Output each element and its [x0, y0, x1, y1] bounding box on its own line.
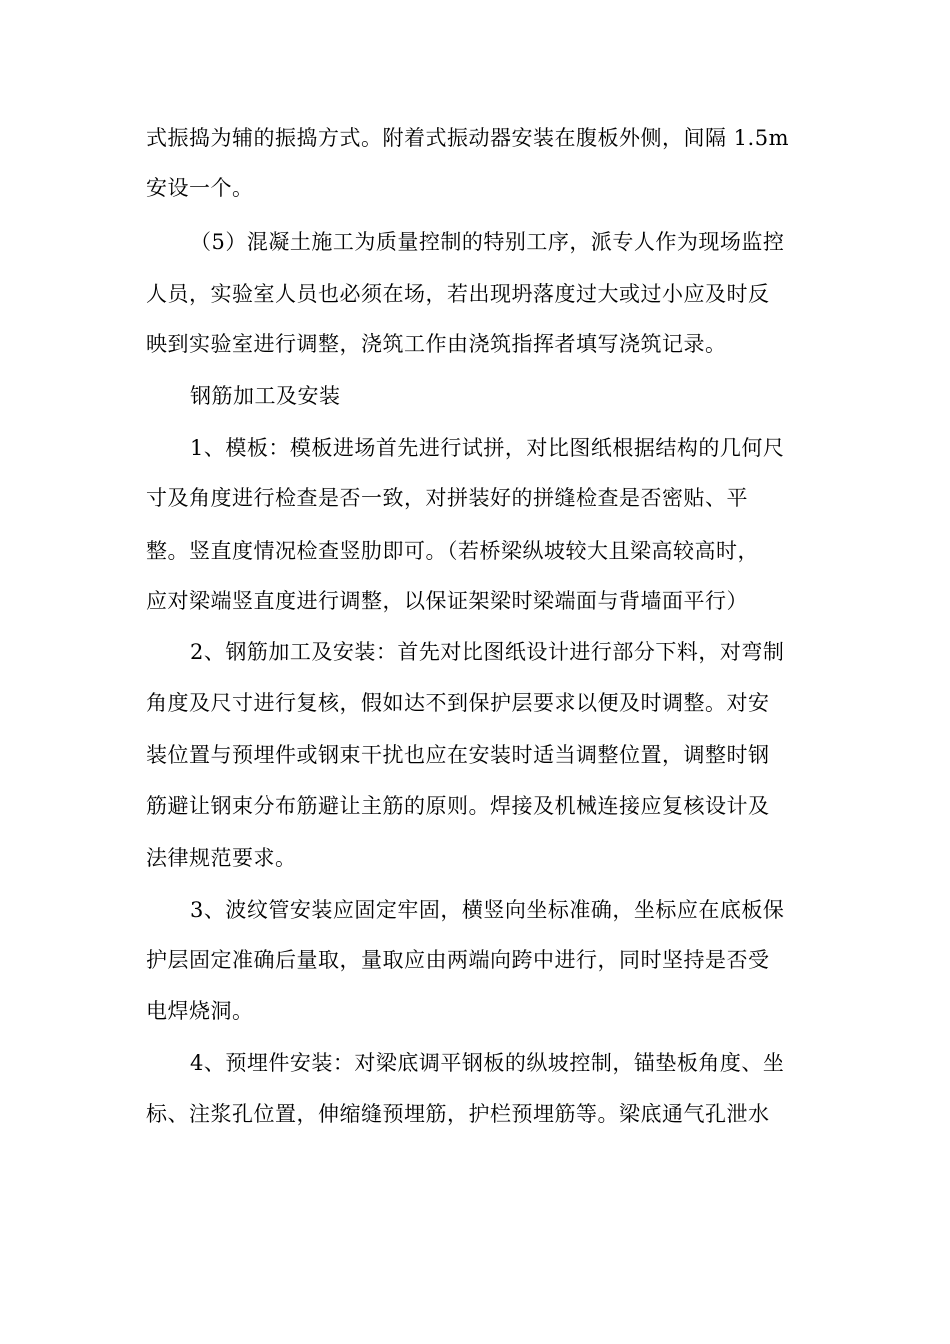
paragraph-start: （5）混凝土施工为质量控制的特别工序，派专人作为现场监控	[190, 230, 785, 254]
paragraph-start: 3、波纹管安装应固定牢固，横竖向坐标准确，坐标应在底板保	[190, 898, 785, 922]
text-line: 人员，实验室人员也必须在场，若出现坍落度过大或过小应及时反	[146, 282, 770, 306]
text-line: 标、注浆孔位置，伸缩缝预埋筋，护栏预埋筋等。梁底通气孔泄水	[146, 1102, 770, 1126]
text-line: 装位置与预埋件或钢束干扰也应在安装时适当调整位置，调整时钢	[146, 743, 770, 767]
text-line: 式振捣为辅的振捣方式。附着式振动器安装在腹板外侧，间隔 1.5m	[146, 126, 789, 150]
paragraph-start: 2、钢筋加工及安装：首先对比图纸设计进行部分下料，对弯制	[190, 640, 785, 664]
paragraph-start: 1、模板：模板进场首先进行试拼，对比图纸根据结构的几何尺	[190, 436, 785, 460]
text-line: 护层固定准确后量取，量取应由两端向跨中进行，同时坚持是否受	[146, 948, 770, 972]
text-line: 应对梁端竖直度进行调整，以保证架梁时梁端面与背墙面平行）	[146, 589, 748, 613]
text-line: 寸及角度进行检查是否一致，对拼装好的拼缝检查是否密贴、平	[146, 486, 748, 510]
text-line: 电焊烧洞。	[146, 999, 254, 1023]
text-line: 法律规范要求。	[146, 846, 297, 870]
section-heading: 钢筋加工及安装	[190, 384, 341, 408]
text-line: 筋避让钢束分布筋避让主筋的原则。焊接及机械连接应复核设计及	[146, 794, 770, 818]
text-line: 安设一个。	[146, 176, 254, 200]
text-line: 整。竖直度情况检查竖肋即可。（若桥梁纵坡较大且梁高较高时，	[146, 539, 759, 563]
text-line: 角度及尺寸进行复核，假如达不到保护层要求以便及时调整。对安	[146, 691, 770, 715]
text-line: 映到实验室进行调整，浇筑工作由浇筑指挥者填写浇筑记录。	[146, 332, 727, 356]
paragraph-start: 4、预埋件安装：对梁底调平钢板的纵坡控制，锚垫板角度、坐	[190, 1051, 785, 1075]
